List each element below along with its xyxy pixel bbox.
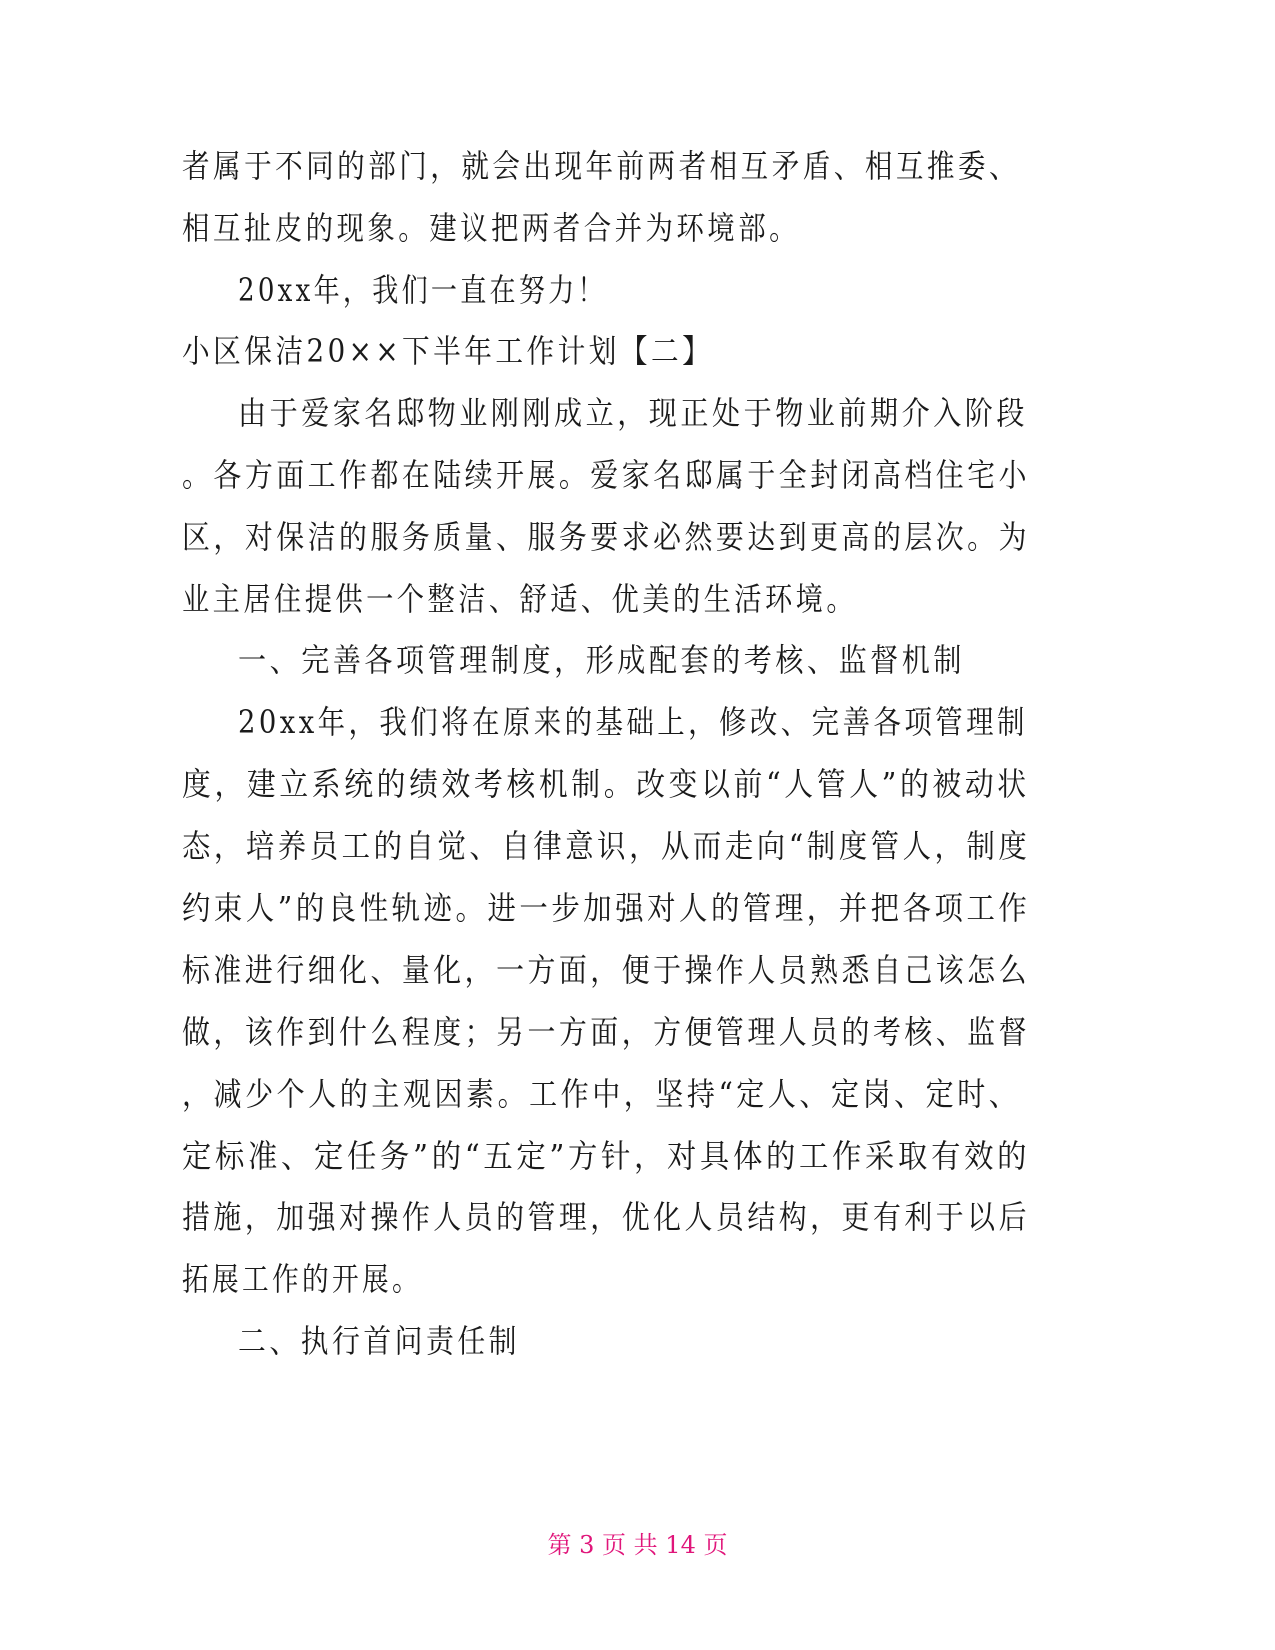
text-line: 拓展工作的开展。 — [182, 1260, 423, 1298]
text-line: 20xx年，我们将在原来的基础上，修改、完善各项管理制 — [238, 703, 1028, 741]
text-line: 措施，加强对操作人员的管理，优化人员结构，更有利于以后 — [182, 1198, 1031, 1236]
text-line: 由于爱家名邸物业刚刚成立，现正处于物业前期介入阶段 — [238, 394, 1029, 432]
text-line: 者属于不同的部门，就会出现年前两者相互矛盾、相互推委、 — [182, 147, 1021, 185]
subheading: 二、执行首问责任制 — [238, 1322, 521, 1360]
text-line: 态，培养员工的自觉、自律意识，从而走向“制度管人，制度 — [182, 827, 1031, 865]
text-line: 做，该作到什么程度；另一方面，方便管理人员的考核、监督 — [182, 1013, 1031, 1051]
text-line: 定标准、定任务”的“五定”方针，对具体的工作采取有效的 — [182, 1137, 1031, 1175]
text-line: 标准进行细化、量化，一方面，便于操作人员熟悉自己该怎么 — [182, 951, 1031, 989]
text-line: 业主居住提供一个整洁、舒适、优美的生活环境。 — [182, 580, 858, 618]
text-line: 度，建立系统的绩效考核机制。改变以前“人管人”的被动状 — [182, 765, 1030, 803]
page-number-footer: 第 3 页 共 14 页 — [547, 1531, 728, 1559]
text-line: 区，对保洁的服务质量、服务要求必然要达到更高的层次。为 — [182, 518, 1031, 556]
subheading: 一、完善各项管理制度，形成配套的考核、监督机制 — [238, 641, 966, 679]
text-line: ，减少个人的主观因素。工作中，坚持“定人、定岗、定时、 — [182, 1075, 1021, 1113]
section-heading: 小区保洁20××下半年工作计划【二】 — [182, 332, 714, 370]
text-line: 相互扯皮的现象。建议把两者合并为环境部。 — [182, 209, 801, 247]
text-line: 约束人”的良性轨迹。进一步加强对人的管理，并把各项工作 — [182, 889, 1031, 927]
text-line: 。各方面工作都在陆续开展。爱家名邸属于全封闭高档住宅小 — [182, 456, 1031, 494]
text-line: 20xx年，我们一直在努力！ — [238, 271, 607, 309]
